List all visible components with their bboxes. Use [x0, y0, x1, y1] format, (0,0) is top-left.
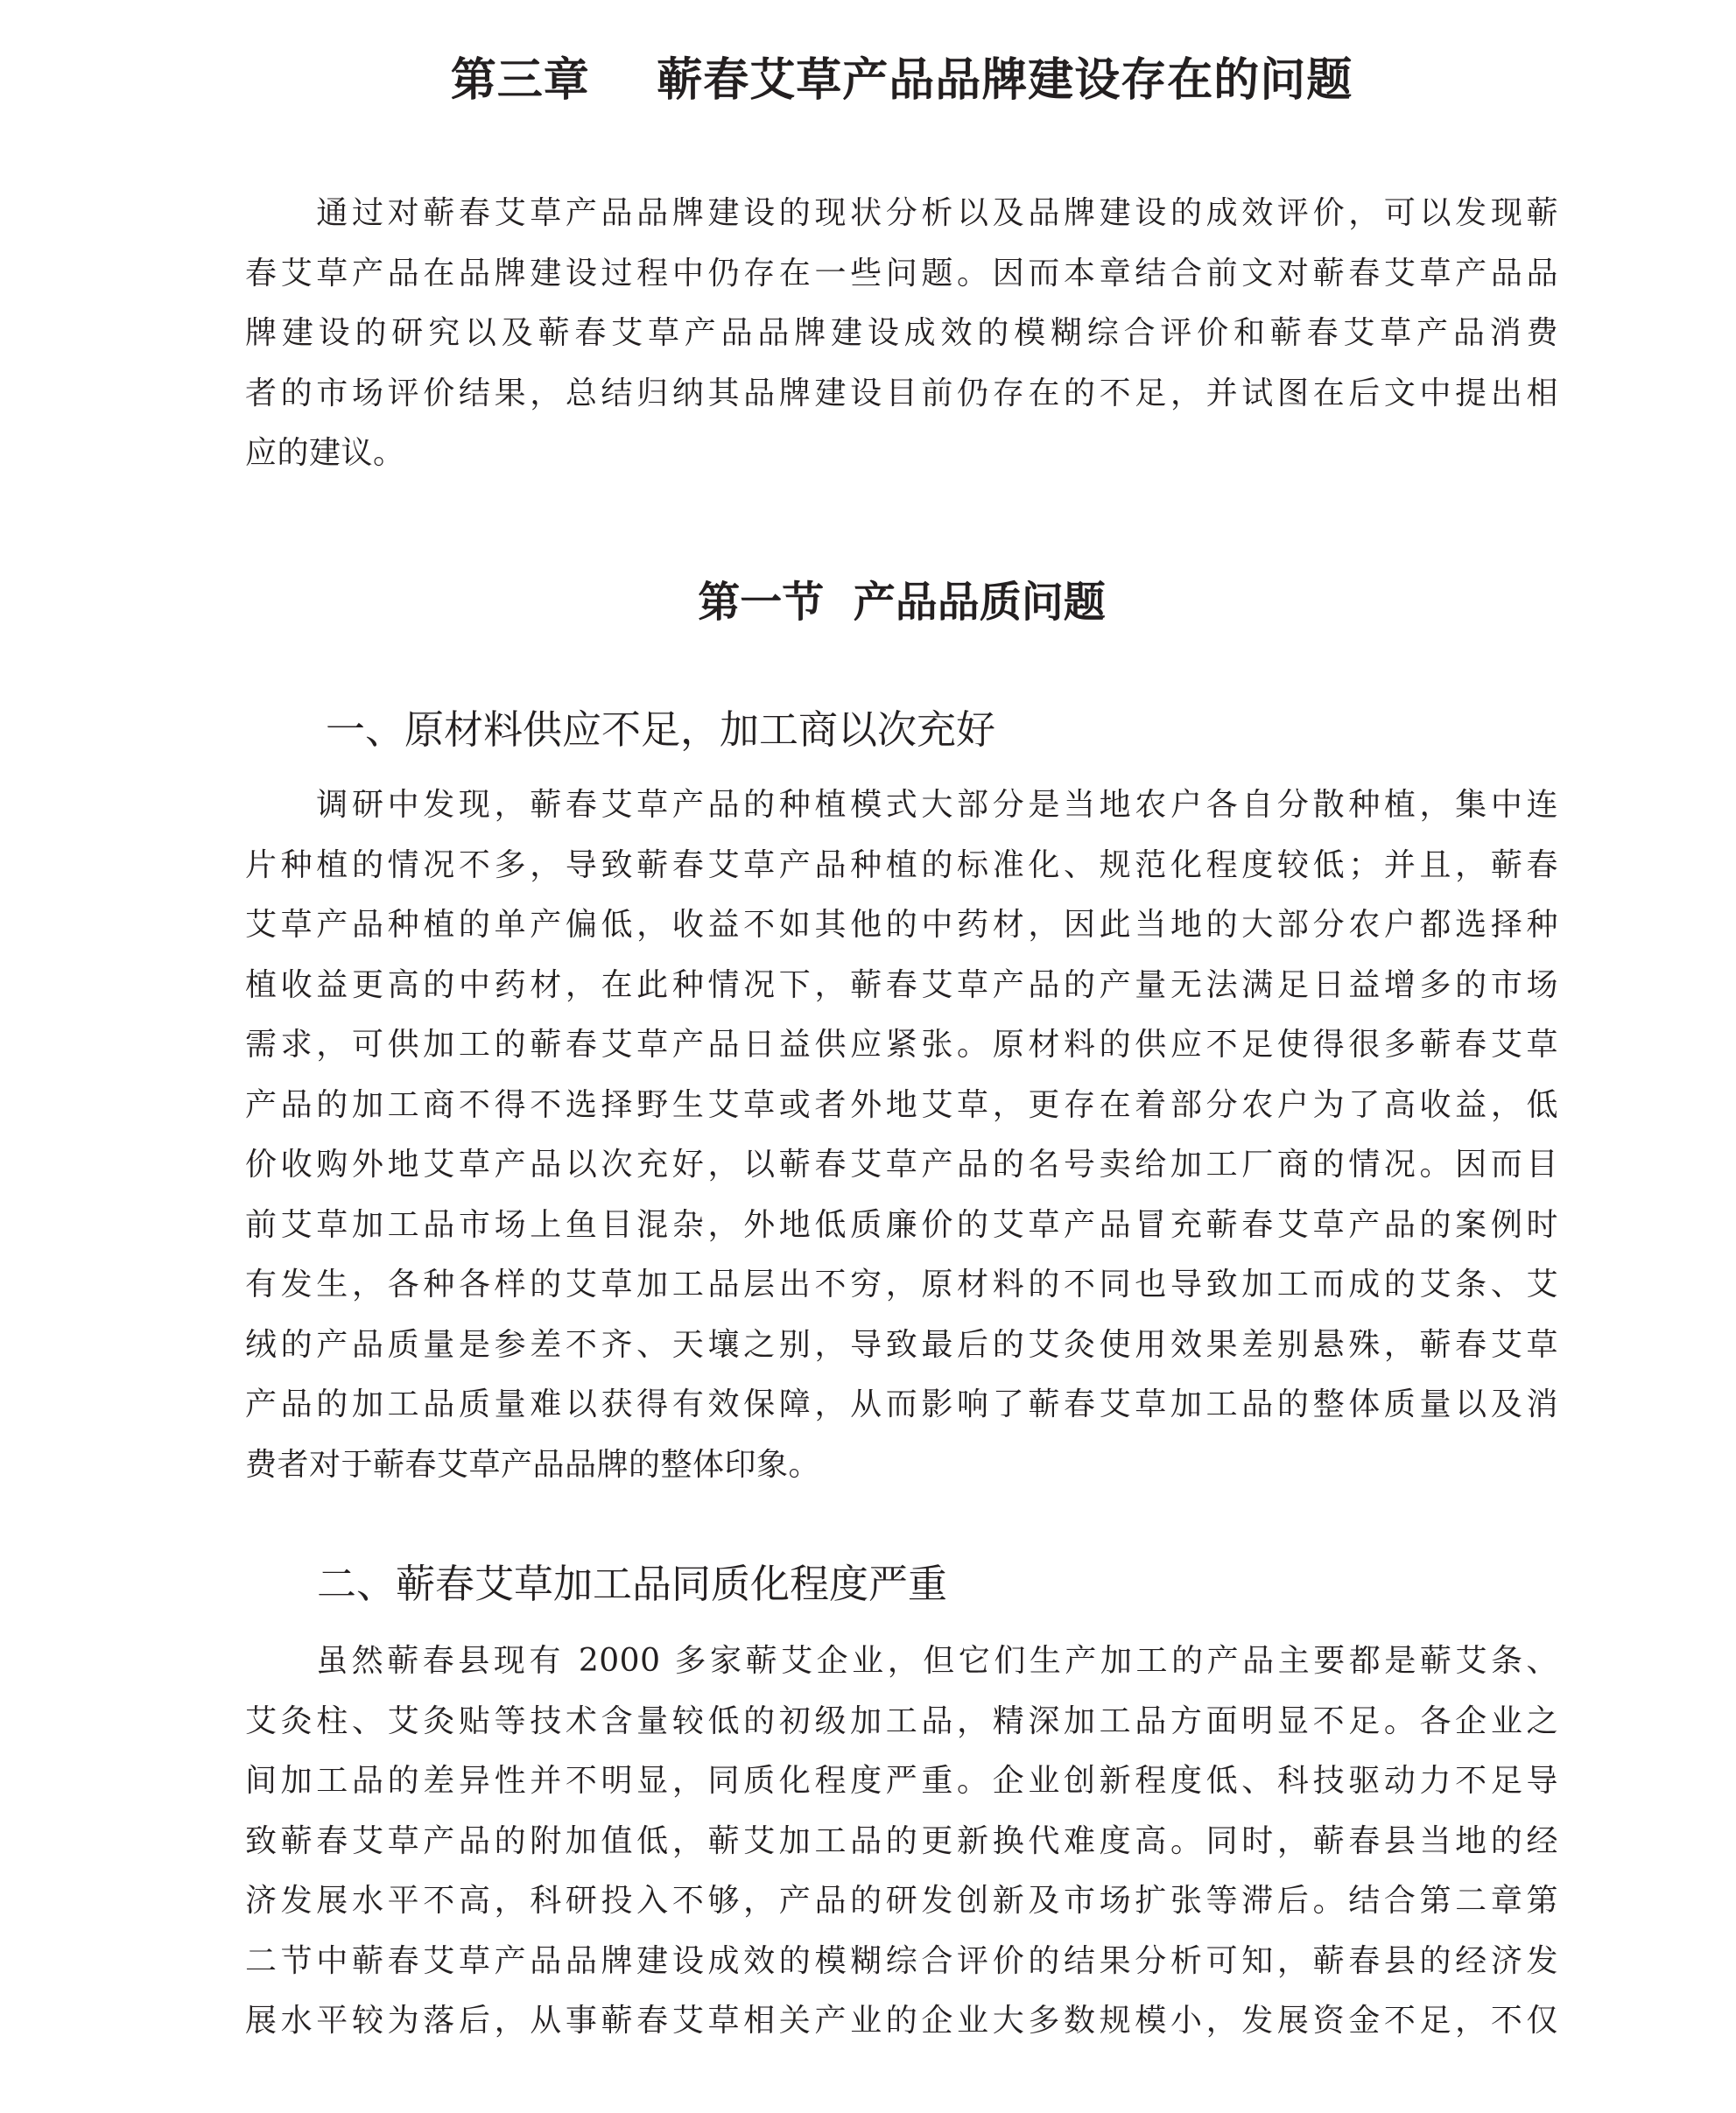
intro-paragraph [245, 184, 1558, 484]
paragraph-line: 产品的加工品质量难以获得有效保障，从而影响了蕲春艾草加工品的整体质量以及消 [245, 1386, 1558, 1422]
paragraph-line: 牌建设的研究以及蕲春艾草产品品牌建设成效的模糊综合评价和蕲春艾草产品消费 [245, 315, 1558, 351]
subsection-2-paragraph [245, 1632, 1558, 2052]
paragraph-line: 虽然蕲春县现有 2000 多家蕲艾企业，但它们生产加工的产品主要都是蕲艾条、 [245, 1643, 1558, 1679]
chapter-title: 第三章 蕲春艾草产品品牌建设存在的问题 [450, 54, 1353, 107]
paragraph-line: 片种植的情况不多，导致蕲春艾草产品种植的标准化、规范化程度较低；并且，蕲春 [245, 846, 1558, 883]
paragraph-line: 调研中发现，蕲春艾草产品的种植模式大部分是当地农户各自分散种植，集中连 [245, 787, 1558, 823]
paragraph-line: 艾草产品种植的单产偏低，收益不如其他的中药材，因此当地的大部分农户都选择种 [245, 907, 1558, 943]
paragraph-line: 者的市场评价结果，总结归纳其品牌建设目前仍存在的不足，并试图在后文中提出相 [245, 375, 1558, 411]
paragraph-line: 艾灸柱、艾灸贴等技术含量较低的初级加工品，精深加工品方面明显不足。各企业之 [245, 1702, 1558, 1739]
paragraph-line: 植收益更高的中药材，在此种情况下，蕲春艾草产品的产量无法满足日益增多的市场 [245, 966, 1558, 1003]
paragraph-line: 间加工品的差异性并不明显，同质化程度严重。企业创新程度低、科技驱动力不足导 [245, 1763, 1558, 1799]
paragraph-line: 有发生，各种各样的艾草加工品层出不穷，原材料的不同也导致加工而成的艾条、艾 [245, 1267, 1558, 1302]
paragraph-line: 前艾草加工品市场上鱼目混杂，外地低质廉价的艾草产品冒充蕲春艾草产品的案例时 [245, 1206, 1558, 1243]
paragraph-line: 通过对蕲春艾草产品品牌建设的现状分析以及品牌建设的成效评价，可以发现蕲 [245, 195, 1558, 231]
paragraph-line: 价收购外地艾草产品以次充好，以蕲春艾草产品的名号卖给加工厂商的情况。因而目 [245, 1147, 1558, 1183]
paragraph-line: 绒的产品质量是参差不齐、天壤之别，导致最后的艾灸使用效果差别悬殊，蕲春艾草 [245, 1326, 1558, 1363]
paragraph-line: 应的建议。 [245, 435, 405, 471]
section-title: 第一节 产品品质问题 [698, 578, 1106, 627]
paragraph-line: 二节中蕲春艾草产品品牌建设成效的模糊综合评价的结果分析可知，蕲春县的经济发 [245, 1942, 1558, 1979]
paragraph-line: 需求，可供加工的蕲春艾草产品日益供应紧张。原材料的供应不足使得很多蕲春艾草 [245, 1027, 1558, 1063]
subsection-2-title: 二、蕲春艾草加工品同质化程度严重 [317, 1561, 948, 1607]
paragraph-line: 费者对于蕲春艾草产品品牌的整体印象。 [245, 1446, 821, 1483]
subsection-1-paragraph [245, 776, 1558, 1495]
paragraph-line: 致蕲春艾草产品的附加值低，蕲艾加工品的更新换代难度高。同时，蕲春县当地的经 [245, 1822, 1558, 1859]
paragraph-line: 春艾草产品在品牌建设过程中仍存在一些问题。因而本章结合前文对蕲春艾草产品品 [245, 255, 1558, 291]
paragraph-line: 展水平较为落后，从事蕲春艾草相关产业的企业大多数规模小，发展资金不足，不仅 [245, 2003, 1558, 2039]
paragraph-line: 济发展水平不高，科研投入不够，产品的研发创新及市场扩张等滞后。结合第二章第 [245, 1883, 1558, 1919]
subsection-1-title: 一、原材料供应不足，加工商以次充好 [326, 706, 996, 753]
paragraph-line: 产品的加工商不得不选择野生艾草或者外地艾草，更存在着部分农户为了高收益，低 [245, 1086, 1558, 1123]
